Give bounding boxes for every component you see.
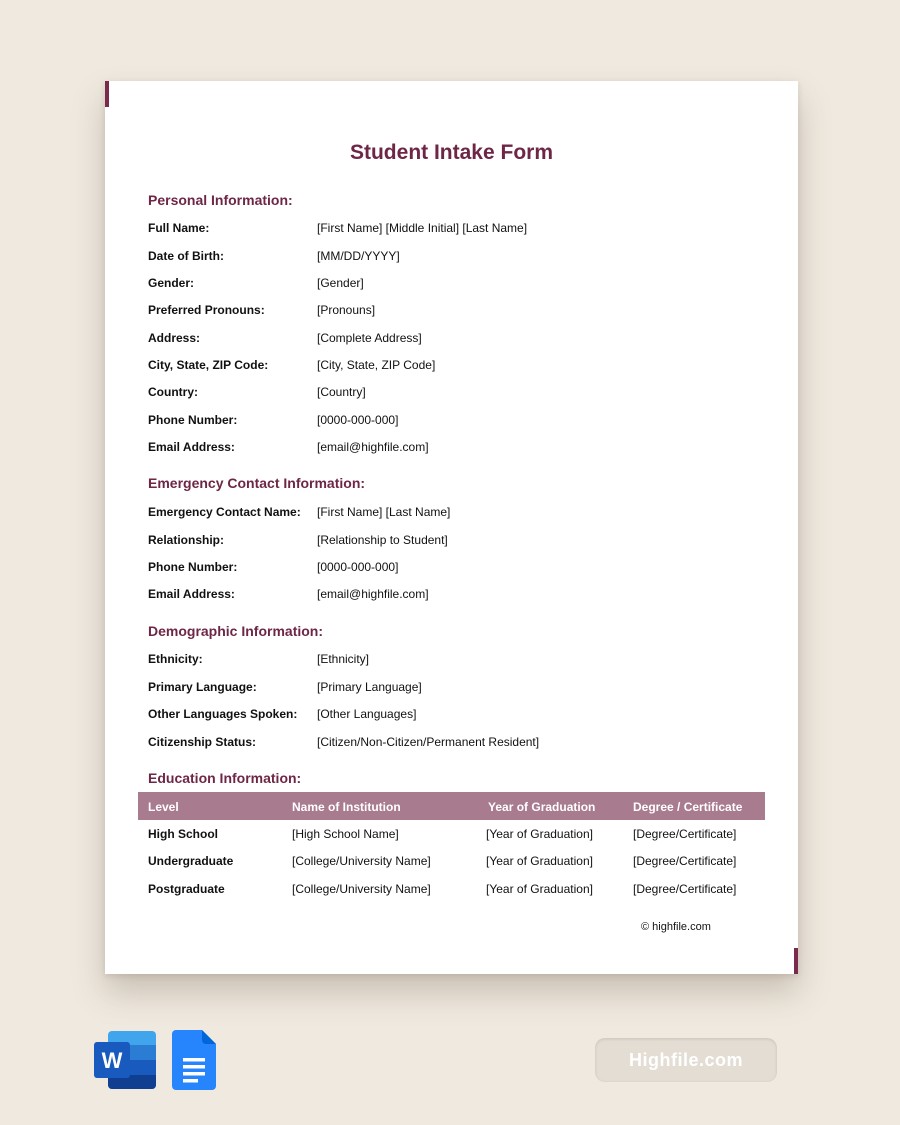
field-value: [0000-000-000] <box>317 413 399 427</box>
field-label: Country: <box>148 385 198 399</box>
field-label: Email Address: <box>148 587 235 601</box>
field-label: Emergency Contact Name: <box>148 505 301 519</box>
field-value: [City, State, ZIP Code] <box>317 358 436 372</box>
field-label: Date of Birth: <box>148 249 224 263</box>
field-value: [email@highfile.com] <box>317 440 429 454</box>
microsoft-word-icon[interactable] <box>94 1031 156 1089</box>
section-heading-personal: Personal Information: <box>148 192 293 208</box>
field-value: [Gender] <box>317 276 364 290</box>
field-label: Phone Number: <box>148 413 238 427</box>
table-cell: [Year of Graduation] <box>486 882 593 896</box>
field-value: [Ethnicity] <box>317 652 370 666</box>
section-heading-demographic: Demographic Information: <box>148 623 324 639</box>
field-value: [Other Languages] <box>317 707 417 721</box>
field-value: [First Name] [Last Name] <box>317 505 451 519</box>
field-value: [email@highfile.com] <box>317 587 429 601</box>
field-value: [Primary Language] <box>317 680 422 694</box>
field-label: Other Languages Spoken: <box>148 707 298 721</box>
table-cell: [High School Name] <box>292 827 399 841</box>
field-label: Gender: <box>148 276 195 290</box>
field-value: [Citizen/Non-Citizen/Permanent Resident] <box>317 735 540 749</box>
field-label: Email Address: <box>148 440 235 454</box>
table-cell: High School <box>148 827 218 841</box>
svg-text:W: W <box>101 1048 123 1073</box>
column-header-year: Year of Graduation <box>488 800 596 814</box>
table-cell: Undergraduate <box>148 854 234 868</box>
page-title: Student Intake Form <box>349 141 554 164</box>
corner-accent-bottom <box>794 948 798 974</box>
field-label: Citizenship Status: <box>148 735 257 749</box>
document-page <box>105 81 798 974</box>
field-value: [Pronouns] <box>317 303 376 317</box>
column-header-degree: Degree / Certificate <box>633 800 743 814</box>
field-value: [Country] <box>317 385 366 399</box>
corner-accent-top <box>105 81 109 107</box>
field-value: [Complete Address] <box>317 331 422 345</box>
table-cell: [Year of Graduation] <box>486 827 593 841</box>
table-cell: [College/University Name] <box>292 882 431 896</box>
section-heading-education: Education Information: <box>148 770 302 786</box>
table-cell: [Degree/Certificate] <box>633 854 737 868</box>
field-value: [MM/DD/YYYY] <box>317 249 400 263</box>
field-label: Relationship: <box>148 533 225 547</box>
copyright-text: © highfile.com <box>641 921 711 933</box>
column-header-level: Level <box>148 800 179 814</box>
field-label: Preferred Pronouns: <box>148 303 265 317</box>
field-label: Ethnicity: <box>148 652 203 666</box>
field-label: Phone Number: <box>148 560 238 574</box>
field-label: Primary Language: <box>148 680 257 694</box>
table-cell: Postgraduate <box>148 882 225 896</box>
field-label: Full Name: <box>148 221 210 235</box>
field-value: [First Name] [Middle Initial] [Last Name] <box>317 221 528 235</box>
table-cell: [College/University Name] <box>292 854 431 868</box>
table-cell: [Degree/Certificate] <box>633 827 737 841</box>
education-table-header <box>138 792 765 820</box>
column-header-institution: Name of Institution <box>292 800 401 814</box>
field-value: [0000-000-000] <box>317 560 399 574</box>
highfile-badge[interactable]: Highfile.com <box>595 1038 777 1082</box>
field-value: [Relationship to Student] <box>317 533 448 547</box>
field-label: Address: <box>148 331 201 345</box>
table-cell: [Degree/Certificate] <box>633 882 737 896</box>
field-label: City, State, ZIP Code: <box>148 358 269 372</box>
section-heading-emergency: Emergency Contact Information: <box>148 475 366 491</box>
table-cell: [Year of Graduation] <box>486 854 593 868</box>
google-docs-icon[interactable] <box>172 1030 216 1090</box>
